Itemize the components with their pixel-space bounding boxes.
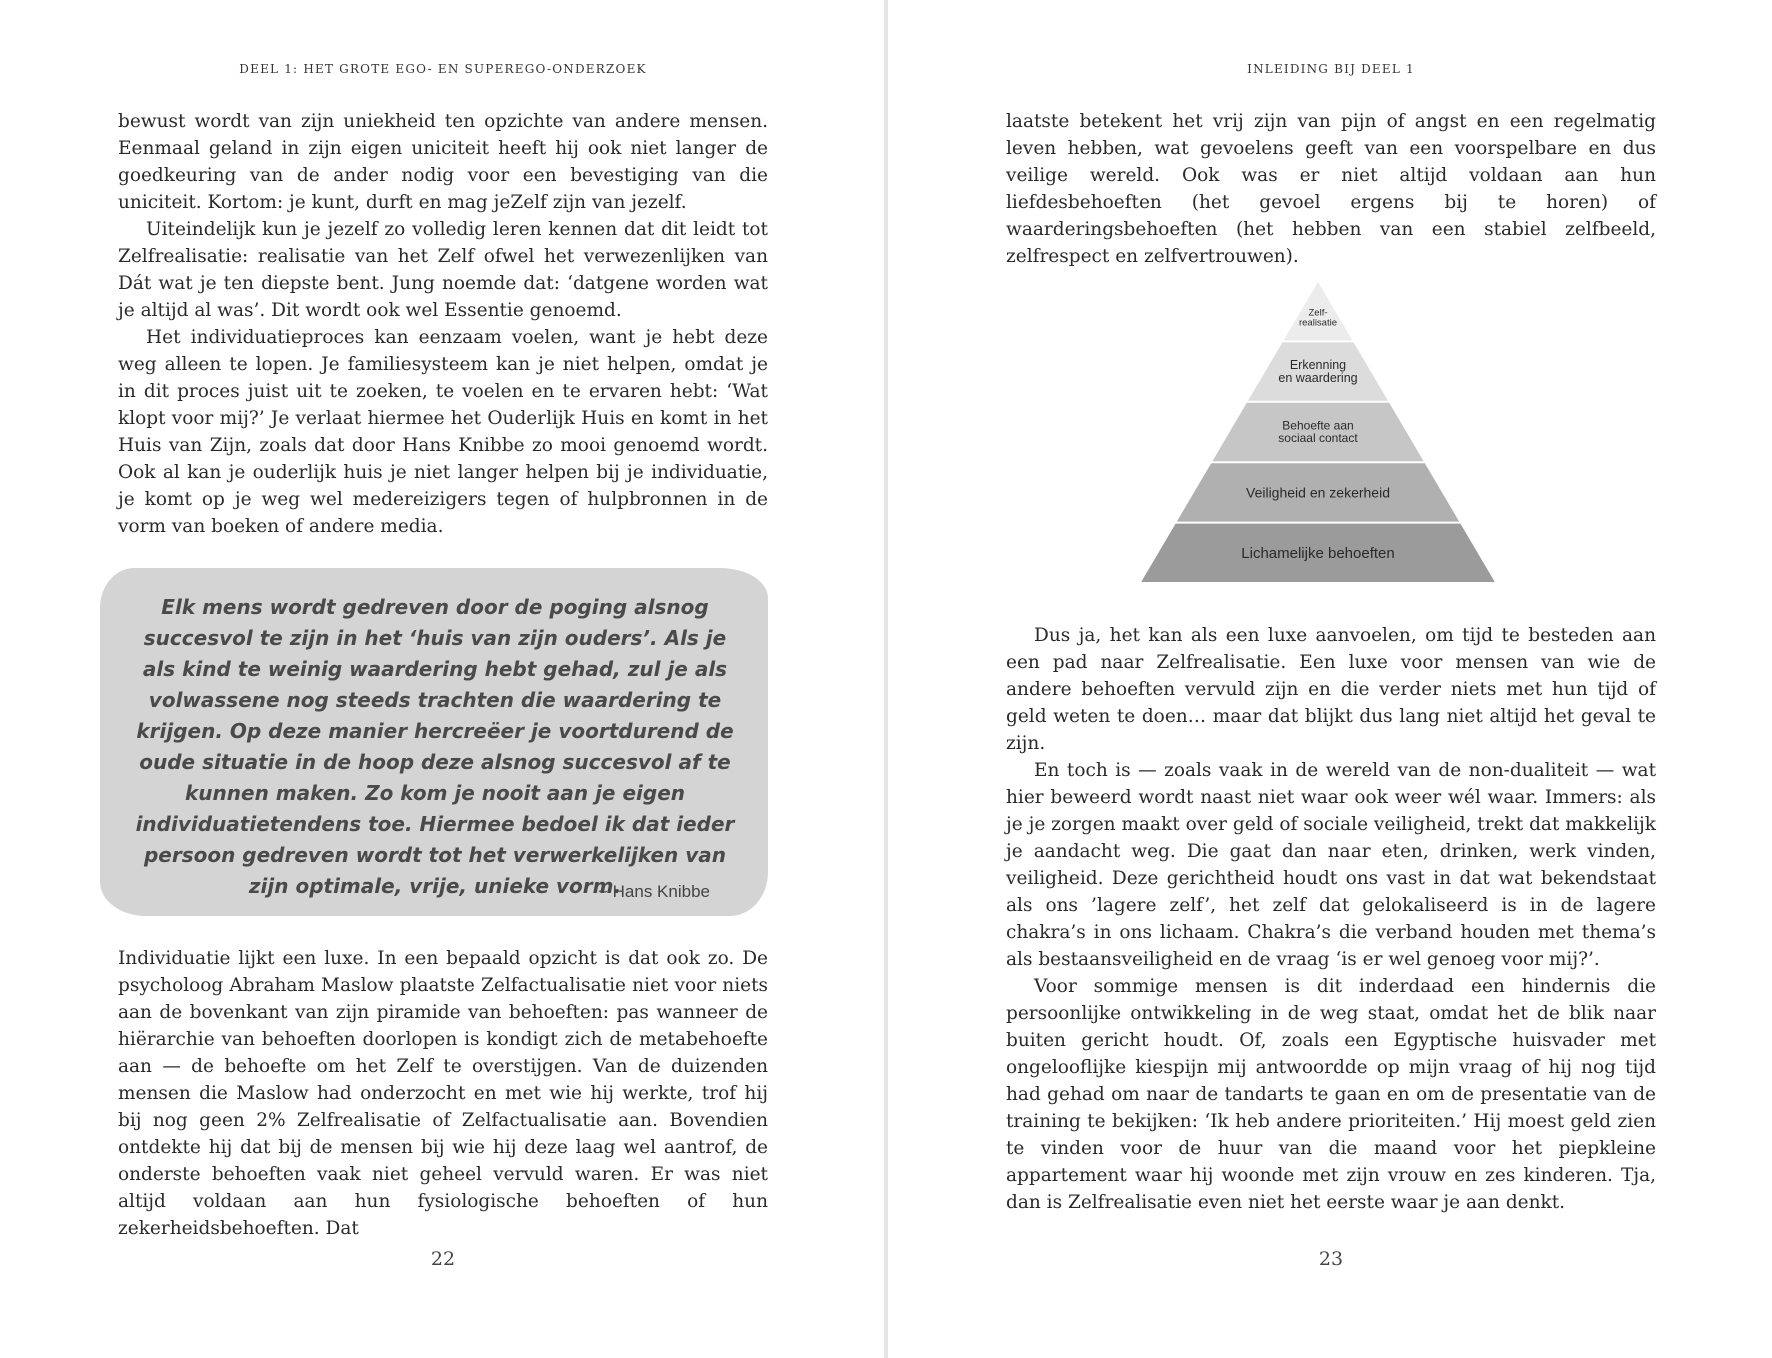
paragraph: Het individuatieproces kan eenzaam voelen, want je hebt deze weg alleen te lopen. Je familiesysteem kan je niet helpen, omdat je in dit proces juist uit te zoeken, te voelen en te ervaren hebt: ‘Wat klopt voor mij?’ Je verlaat hiermee het Ouderlijk Huis en komt in het Huis van Zijn, zoals dat door Hans Knibbe zo mooi genoemd wordt. Ook al kan je ouderlijk huis je niet langer helpen bij je individuatie, je komt op je weg wel medereizigers tegen of hulpbronnen in de vorm van boeken of andere media. xyxy=(118,327,768,537)
paragraph: bewust wordt van zijn uniekheid ten opzichte van andere mensen. Eenmaal geland in zijn eigen uniciteit heeft hij ook niet langer de goedkeuring van de ander nodig voor een bevestiging van die uniciteit. Kortom: je kunt, durft en mag jeZelf zijn van jezelf. xyxy=(118,111,768,213)
pyramid-level-label: Lichamelijke behoeften xyxy=(1241,545,1395,563)
pyramid-level-label: en waardering xyxy=(1278,371,1358,386)
body-text-bottom-right xyxy=(1006,622,1656,1216)
page-number-left: 22 xyxy=(430,1248,456,1270)
paragraph: Uiteindelijk kun je jezelf zo volledig leren kennen dat dit leidt tot Zelfrealisatie: realisatie van het Zelf ofwel het verwezenlijken van Dát wat je ten diepste bent. Jung noemde dat: ‘datgene worden wat je altijd al was’. Dit wordt ook wel Essentie genoemd. xyxy=(118,219,768,321)
pyramid-level-label: sociaal contact xyxy=(1278,431,1358,446)
pyramid-level-label: Zelf- xyxy=(1308,307,1328,319)
body-text-top-right xyxy=(1006,108,1656,270)
paragraph: Dus ja, het kan als een luxe aanvoelen, om tijd te besteden aan een pad naar Zelfrealisatie. Een luxe voor mensen van wie de andere behoeften vervuld zijn en die verder niets met hun tijd of geld weten te doen… maar dat blijkt dus lang niet altijd het geval te zijn. xyxy=(1006,625,1656,754)
right-page xyxy=(888,0,1772,1358)
pyramid-level-label: Veiligheid en zekerheid xyxy=(1246,484,1390,501)
paragraph: Voor sommige mensen is dit inderdaad een hindernis die persoonlijke ontwikkeling in de weg staat, omdat het de blik naar buiten gericht houdt. Of, zoals een Egyptische huisvader met ongelooflijke kiespijn mij antwoordde op mijn vraag of hij nog tijd had gehad om naar de tandarts te gaan en om de presentatie van de training te bekijken: ‘Ik heb andere prioriteiten.’ Hij moest geld zien te vinden voor de huur van die maand voor het piepkleine appartement waar hij woonde met zijn vrouw en zes kinderen. Tja, dan is Zelfrealisatie even niet het eerste waar je aan denkt. xyxy=(1006,976,1656,1213)
body-text-top-left xyxy=(118,108,768,540)
pyramid-level-label: Erkenning xyxy=(1289,358,1347,373)
paragraph: En toch is — zoals vaak in de wereld van de non-dualiteit — wat hier beweerd wordt naast niet waar ook weer wél waar. Immers: als je je zorgen maakt over geld of sociale veiligheid, trekt dat makkelijk je aandacht weg. Die gaat dan naar eten, drinken, werk vinden, veiligheid. Deze gerichtheid houdt ons vast in dat wat bekendstaat als ons ’lagere zelf’, het zelf dat gelokaliseerd is in de lagere chakra’s in ons lichaam. Chakra’s die verband houden met thema’s als bestaansveiligheid en de vraag ‘is er wel genoeg voor mij?’. xyxy=(1006,760,1656,970)
page-number-right: 23 xyxy=(1318,1248,1344,1270)
running-head-right: INLEIDING BIJ DEEL 1 xyxy=(1247,62,1415,76)
pyramid-level-label: Behoefte aan xyxy=(1282,418,1354,433)
paragraph: laatste betekent het vrij zijn van pijn of angst en een regelmatig leven hebben, wat gevoelens geeft van een voorspelbare en dus veilige wereld. Ook was er niet altijd voldaan aan hun liefdesbehoeften (het gevoel ergens bij te horen) of waarderingsbehoeften (het hebben van een stabiel zelfbeeld, zelfrespect en zelfvertrouwen). xyxy=(1006,111,1656,267)
body-text-bottom-left xyxy=(118,945,768,1242)
pyramid-level-label: realisatie xyxy=(1298,317,1338,329)
quote-text: Elk mens wordt gedreven door de poging alsnog succesvol te zijn in het ‘huis van zijn ouders’. Als je als kind te weinig waardering hebt gehad, zul je als volwassene nog steeds trachten die waardering te krijgen. Op deze manier hercreëer je voortdurend de oude situatie in de hoop deze alsnog succesvol af te kunnen maken. Zo kom je nooit aan je eigen individuatietendens toe. Hiermee bedoel ik dat ieder persoon gedreven wordt tot het verwerkelijken van zijn optimale, vrije, unieke vorm. xyxy=(135,595,735,898)
paragraph: Individuatie lijkt een luxe. In een bepaald opzicht is dat ook zo. De psycholoog Abraham Maslow plaatste Zelfactualisatie niet voor niets aan de bovenkant van zijn piramide van behoeften: pas wanneer de hiërarchie van behoeften doorlopen is kondigt zich de metabehoefte aan — de behoefte om het Zelf te overstijgen. Van de duizenden mensen die Maslow had onderzocht en met wie hij werkte, trof hij bij nog geen 2% Zelfrealisatie of Zelfactualisatie aan. Bovendien ontdekte hij dat bij de mensen bij wie hij deze laag wel aantrof, de onderste behoeften vaak niet geheel vervuld waren. Er was niet altijd voldaan aan hun fysiologische behoeften of hun zekerheidsbehoeften. Dat xyxy=(118,948,768,1239)
running-head-left: DEEL 1: HET GROTE EGO- EN SUPEREGO-ONDERZOEK xyxy=(239,62,647,76)
maslow-pyramid xyxy=(1140,280,1496,586)
quote-attribution: ~ Hans Knibbe xyxy=(598,882,710,901)
left-page xyxy=(0,0,884,1358)
